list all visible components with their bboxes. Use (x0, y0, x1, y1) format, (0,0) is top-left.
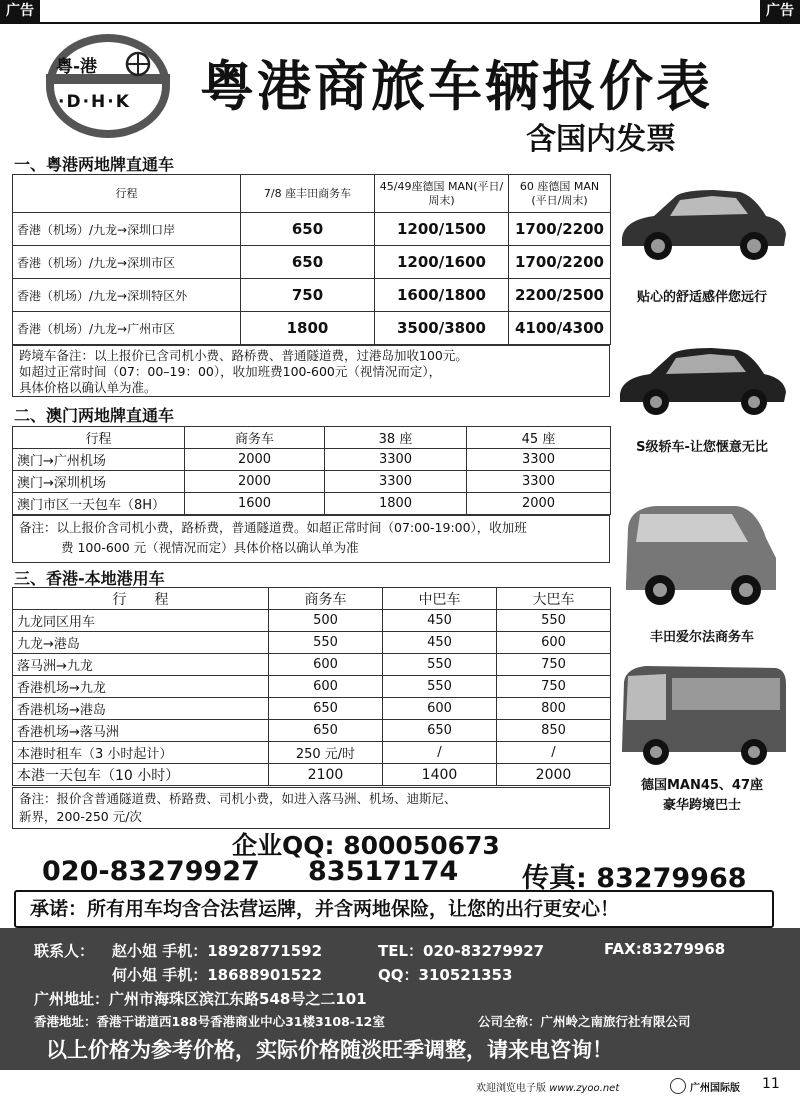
table-header: 行 程 (13, 588, 269, 610)
edition-name: 广州国际版 (690, 1083, 740, 1094)
table-row (13, 279, 611, 312)
note-line: 费 100-600 元（视情况而定）具体价格以确认单为准 (61, 540, 359, 555)
price-cell: 800 (497, 698, 611, 720)
price-cell: 3300 (467, 449, 611, 471)
price-cell: 3500/3800 (375, 312, 509, 345)
price-cell: 2000 (467, 493, 611, 515)
price-cell: 2000 (185, 449, 325, 471)
route-cell: 本港时租车（3 小时起计） (13, 742, 269, 764)
note-line: 具体价格以确认单为准。 (19, 380, 157, 395)
logo-text-top: 粤-港 (56, 57, 98, 77)
price-cell: 500 (269, 610, 383, 632)
page-title: 粤港商旅车辆报价表 (200, 55, 713, 118)
price-cell: 1800 (241, 312, 375, 345)
route-cell: 澳门→广州机场 (13, 449, 185, 471)
price-cell: 600 (269, 676, 383, 698)
company-logo (42, 30, 174, 142)
footer-qq: QQ：310521353 (378, 966, 513, 984)
route-cell: 本港一天包车（10 小时） (13, 764, 269, 786)
car-caption: 贴心的舒适感伴您远行 (636, 290, 767, 305)
price-cell: 2200/2500 (509, 279, 611, 312)
price-cell: 1200/1500 (375, 213, 509, 246)
table-row (13, 610, 611, 632)
welcome-label: 欢迎浏览电子版 (476, 1083, 546, 1094)
price-cell: 750 (241, 279, 375, 312)
table-row (13, 632, 611, 654)
table-header: 60 座德国 MAN (平日/周末) (509, 175, 611, 213)
route-cell: 九龙→港岛 (13, 632, 269, 654)
price-cell: 1400 (383, 764, 497, 786)
price-cell: 650 (269, 698, 383, 720)
footer-tel: TEL：020-83279927 (378, 942, 545, 960)
section2-title: 二、澳门两地牌直通车 (14, 406, 175, 425)
ad-tag-right: 广告 (760, 0, 800, 22)
hongkong-address: 香港地址：香港干诺道西188号香港商业中心31楼3108-12室 (34, 1014, 385, 1029)
phone-2: 83517174 (308, 856, 459, 887)
bottom-bar (0, 1070, 800, 1100)
price-cell: 1600 (185, 493, 325, 515)
price-cell: 600 (269, 654, 383, 676)
price-cell: 1600/1800 (375, 279, 509, 312)
table-header: 商务车 (269, 588, 383, 610)
man-bus-image (616, 660, 790, 768)
car-caption (614, 776, 790, 816)
price-cell: 650 (269, 720, 383, 742)
phone-1: 020-83279927 (42, 856, 260, 887)
table-header: 45/49座德国 MAN(平日/周末) (375, 175, 509, 213)
table-row (13, 213, 611, 246)
table-header: 38 座 (325, 427, 467, 449)
guangzhou-address: 广州地址：广州市海珠区滨江东路548号之二101 (34, 990, 367, 1008)
section1-note (12, 345, 610, 397)
table-row (13, 493, 611, 515)
price-cell: 3300 (325, 449, 467, 471)
page-number: 11 (762, 1076, 780, 1092)
s-class-car-image (614, 340, 790, 424)
table-header: 行程 (13, 427, 185, 449)
price-disclaimer: 以上价格为参考价格，实际价格随淡旺季调整，请来电咨询！ (46, 1038, 613, 1062)
price-cell: 2000 (185, 471, 325, 493)
route-cell: 香港（机场）/九龙→深圳特区外 (13, 279, 241, 312)
table-row (13, 246, 611, 279)
fax-number: 83279968 (596, 863, 747, 894)
price-cell: 1200/1600 (375, 246, 509, 279)
price-cell: 550 (269, 632, 383, 654)
logo-text-bottom: ·D·H·K (58, 92, 131, 112)
promise-banner: 承诺：所有用车均含合法营运牌，并含两地保险，让您的出行更安心！ (14, 890, 774, 928)
price-cell: 550 (383, 654, 497, 676)
section1-title: 一、粤港两地牌直通车 (14, 155, 175, 174)
price-cell: 2100 (269, 764, 383, 786)
price-cell: 3300 (467, 471, 611, 493)
site-url[interactable]: www.zyoo.net (549, 1083, 620, 1094)
company-name: 公司全称：广州岭之南旅行社有限公司 (478, 1014, 691, 1029)
route-cell: 香港（机场）/九龙→深圳口岸 (13, 213, 241, 246)
table-header: 大巴车 (497, 588, 611, 610)
car-caption-line2: 豪华跨境巴士 (662, 798, 741, 813)
note-line: 如超过正常时间（07：00–19：00），收加班费100-600元（视情况而定）， (19, 364, 442, 379)
contact-label: 联系人： (34, 942, 95, 960)
table-header: 中巴车 (383, 588, 497, 610)
price-cell: 1800 (325, 493, 467, 515)
sedan-car-image (614, 176, 790, 272)
footer-band (0, 928, 800, 1070)
welcome-text (476, 1079, 619, 1094)
section3-table (12, 587, 611, 786)
note-line: 新界，200-250 元/次 (19, 809, 142, 824)
price-cell: 600 (497, 632, 611, 654)
price-cell: 650 (241, 213, 375, 246)
table-row (13, 676, 611, 698)
route-cell: 香港机场→九龙 (13, 676, 269, 698)
price-cell: 1700/2200 (509, 213, 611, 246)
table-row (13, 654, 611, 676)
fax-label: 传真: (522, 863, 587, 894)
price-cell: 3300 (325, 471, 467, 493)
table-row (13, 742, 611, 764)
alphard-van-image (616, 498, 782, 612)
table-row (13, 471, 611, 493)
note-line: 跨境车备注：以上报价已含司机小费、路桥费、普通隧道费，过港岛加收100元。 (19, 348, 468, 363)
price-cell: 1700/2200 (509, 246, 611, 279)
price-cell: 550 (383, 676, 497, 698)
route-cell: 落马洲→九龙 (13, 654, 269, 676)
car-caption: 丰田爱尔法商务车 (649, 630, 754, 645)
price-cell: 650 (241, 246, 375, 279)
section2-table (12, 426, 611, 515)
edition-seal-icon (670, 1078, 686, 1094)
table-header: 商务车 (185, 427, 325, 449)
route-cell: 香港机场→落马洲 (13, 720, 269, 742)
price-cell: 2000 (497, 764, 611, 786)
route-cell: 澳门市区一天包车（8H） (13, 493, 185, 515)
price-cell: / (497, 742, 611, 764)
table-row (13, 764, 611, 786)
price-cell: 250 元/时 (269, 742, 383, 764)
note-line: 备注：以上报价含司机小费，路桥费，普通隧道费。如超正常时间（07:00-19:00），收加班 (19, 520, 527, 535)
section2-note (12, 515, 610, 563)
price-cell: 550 (497, 610, 611, 632)
section3-note (12, 787, 610, 829)
price-cell: 650 (383, 720, 497, 742)
footer-fax: FAX:83279968 (604, 940, 726, 958)
contact-person-1: 赵小姐 手机：18928771592 (112, 942, 323, 960)
table-header: 45 座 (467, 427, 611, 449)
price-cell: 4100/4300 (509, 312, 611, 345)
table-header: 行程 (13, 175, 241, 213)
route-cell: 九龙同区用车 (13, 610, 269, 632)
price-cell: / (383, 742, 497, 764)
table-row (13, 720, 611, 742)
price-cell: 600 (383, 698, 497, 720)
section1-table (12, 174, 611, 345)
route-cell: 香港机场→港岛 (13, 698, 269, 720)
ad-tag-left: 广告 (0, 0, 40, 22)
top-rule (0, 22, 800, 24)
route-cell: 澳门→深圳机场 (13, 471, 185, 493)
route-cell: 香港（机场）/九龙→广州市区 (13, 312, 241, 345)
price-cell: 450 (383, 610, 497, 632)
table-row (13, 449, 611, 471)
qq-label: 企业QQ: (232, 831, 335, 860)
route-cell: 香港（机场）/九龙→深圳市区 (13, 246, 241, 279)
table-header: 7/8 座丰田商务车 (241, 175, 375, 213)
table-row (13, 698, 611, 720)
note-line: 备注：报价含普通隧道费、桥路费、司机小费，如进入落马洲、机场、迪斯尼、 (19, 791, 457, 806)
car-caption-line1: 德国MAN45、47座 (640, 778, 764, 793)
qq-number: 800050673 (343, 831, 500, 860)
page-subtitle: 含国内发票 (526, 122, 676, 157)
car-caption: S级轿车-让您惬意无比 (636, 440, 768, 455)
contact-person-2: 何小姐 手机：18688901522 (112, 966, 323, 984)
table-row (13, 312, 611, 345)
price-cell: 750 (497, 654, 611, 676)
section3-title: 三、香港-本地港用车 (14, 569, 165, 588)
price-cell: 750 (497, 676, 611, 698)
price-cell: 450 (383, 632, 497, 654)
price-cell: 850 (497, 720, 611, 742)
